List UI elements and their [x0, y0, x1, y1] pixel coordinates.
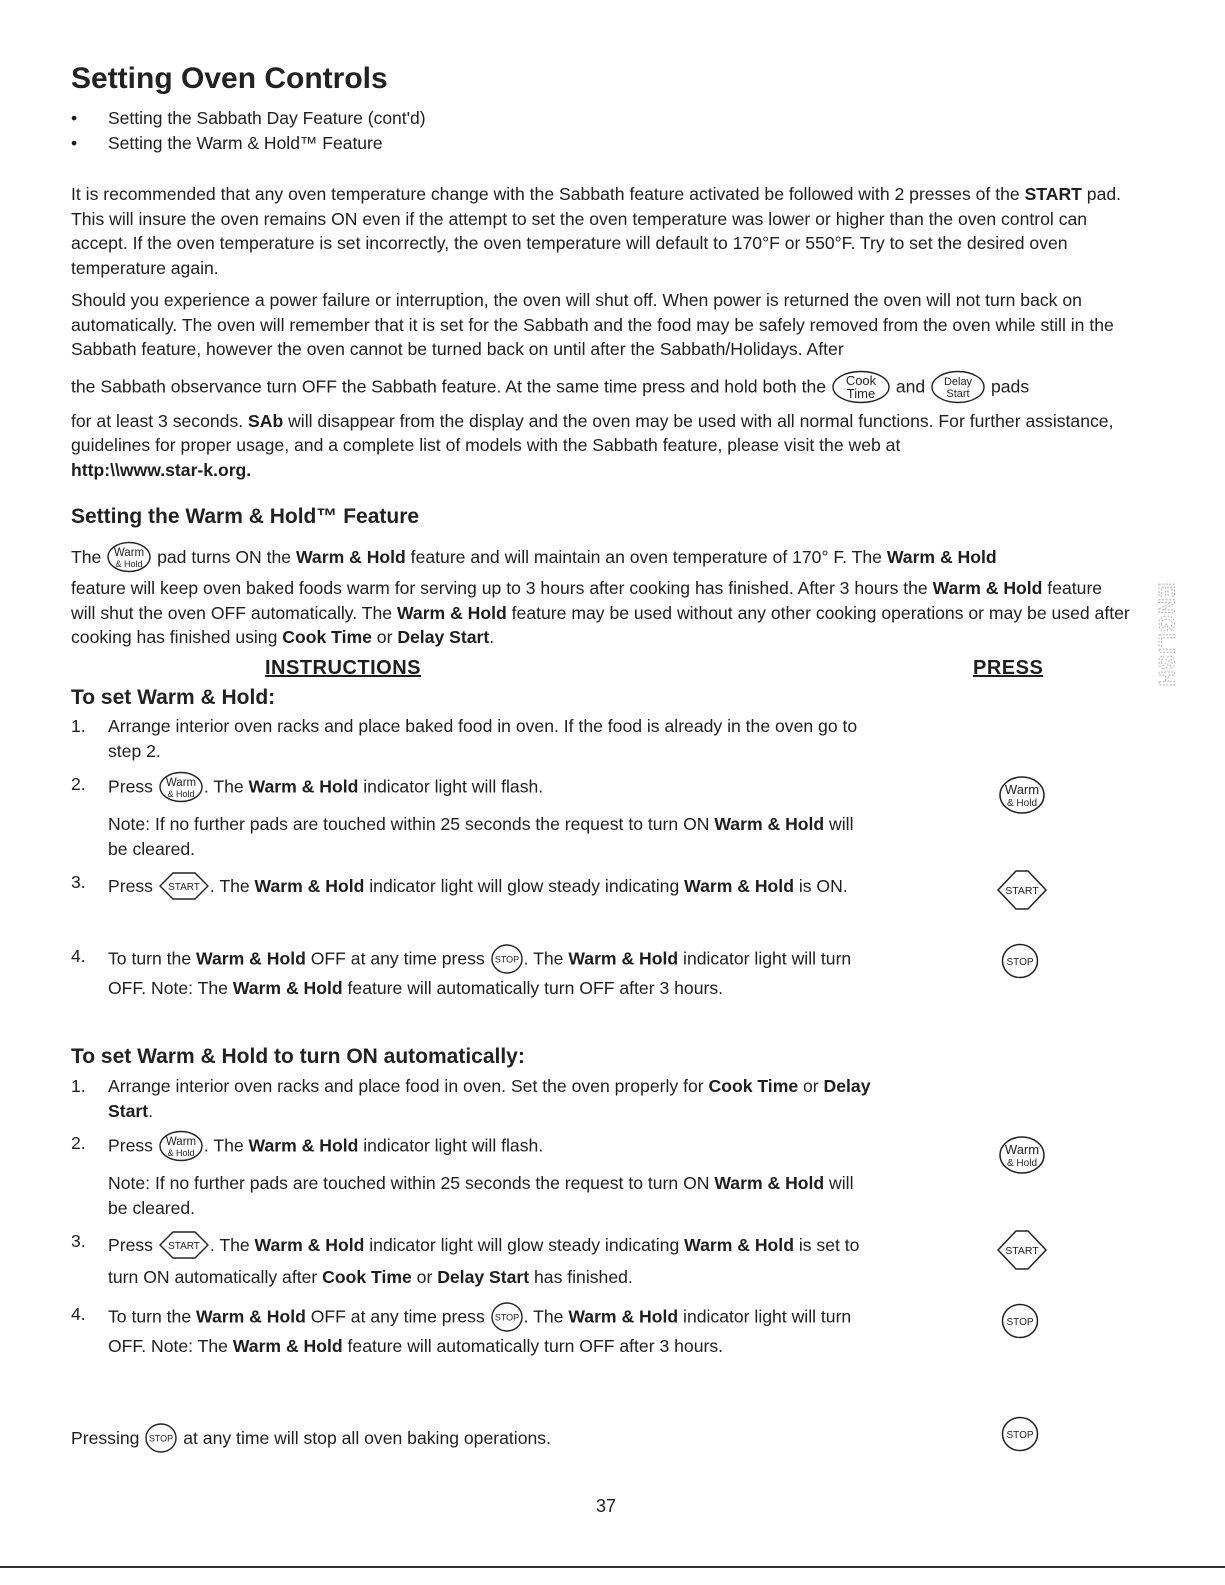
warm-hold-section-heading: Setting the Warm & Hold™ Feature	[71, 505, 420, 528]
svg-text:STOP: STOP	[494, 954, 519, 965]
svg-text:STOP: STOP	[1006, 1317, 1034, 1328]
press-column-header: PRESS	[973, 657, 1044, 679]
step-text: Arrange interior oven racks and place food in oven. Set the oven properly for Cook Time or Delay Start.	[108, 1076, 871, 1121]
warm-hold-pad-icon	[158, 1130, 204, 1162]
step-note: Note: If no further pads are touched within 25 seconds the request to turn ON Warm & Hold will be cleared.	[108, 814, 854, 859]
warm-hold-intro-line: The Warm & Hold pad turns ON the Warm & Hold feature and will maintain an oven temperature of 170° F. The Warm & Hold	[71, 542, 1131, 574]
svg-text:STOP: STOP	[149, 1433, 174, 1444]
step-2: 2. Press Warm & Hold . The Warm & Hold indicator light will flash. Note: If no further pads are touched within 25 seconds the request to turn ON Warm & Hold will be cleared.	[71, 1131, 871, 1220]
stop-all-note: Pressing STOP at any time will stop all oven baking operations.	[71, 1422, 1131, 1455]
step-4: 4. To turn the Warm & Hold OFF at any time press STOP . The Warm & Hold indicator light will turn OFF. Note: The Warm & Hold feature will automatically turn OFF after 3 hours.	[71, 944, 871, 1001]
step-3: 3. Press START . The Warm & Hold indicator light will glow steady indicating Warm & Hold is set to turn ON automatically after Cook Time or Delay Start has finished.	[71, 1229, 871, 1293]
warm-hold-pad-icon	[998, 1135, 1046, 1175]
step-text: Arrange interior oven racks and place baked food in oven. If the food is already in the oven go to step 2.	[108, 716, 858, 761]
svg-text:STOP: STOP	[1006, 957, 1034, 968]
svg-text:Warm: Warm	[165, 1136, 196, 1148]
stop-pad-icon	[1000, 942, 1040, 980]
step-text: Press START . The Warm & Hold indicator light will glow steady indicating Warm & Hold is ON.	[108, 870, 871, 902]
step-4: 4. To turn the Warm & Hold OFF at any time press STOP . The Warm & Hold indicator light will turn OFF. Note: The Warm & Hold feature will automatically turn OFF after 3 hours.	[71, 1302, 871, 1359]
svg-text:Delay: Delay	[944, 375, 973, 388]
warm-hold-description	[71, 542, 1131, 650]
start-pad-icon	[996, 869, 1048, 911]
svg-text:& Hold: & Hold	[167, 789, 195, 799]
footer-rule	[0, 1566, 1225, 1568]
warm-hold-pad-icon	[106, 541, 152, 573]
page-number: 37	[596, 1496, 617, 1516]
svg-text:& Hold: & Hold	[115, 559, 143, 570]
bullet-text: Setting the Warm & Hold™ Feature	[108, 133, 383, 153]
page-title: Setting Oven Controls	[71, 62, 388, 95]
sabbath-temperature-paragraph: It is recommended that any oven temperature change with the Sabbath feature activated be followed with 2 presses of the START pad. This will insure the oven remains ON even if the attempt to set the oven temperature was lower or higher than the oven control can accept. If the oven temperature is set incorrectly, the oven temperature will default to 170°F or 550°F. Try to set the desired oven temperature again.	[71, 184, 1122, 278]
svg-text:Cook: Cook	[845, 372, 877, 388]
svg-text:ENGLISH: ENGLISH	[1154, 582, 1180, 688]
step-1: 1. Arrange interior oven racks and place baked food in oven. If the food is already in the oven go to step 2.	[71, 714, 871, 763]
svg-text:& Hold: & Hold	[1006, 798, 1038, 809]
sabbath-further-help-text: for at least 3 seconds. SAb will disappear from the display and the oven may be used with all normal functions. For further assistance, guidelines for proper usage, and a complete list of models with the Sabbath feature, please visit the web at	[71, 410, 1114, 455]
svg-text:Time: Time	[846, 385, 876, 401]
svg-text:& Hold: & Hold	[167, 1148, 195, 1158]
bullet-text: Setting the Sabbath Day Feature (cont'd)	[108, 108, 426, 128]
svg-text:START: START	[167, 1241, 200, 1253]
step-text: Press START . The Warm & Hold indicator light will glow steady indicating Warm & Hold is set to turn ON automatically after Cook Time or Delay Start has finished.	[108, 1229, 871, 1293]
start-pad-icon	[158, 1230, 210, 1260]
bullet-item: • Setting the Warm & Hold™ Feature	[71, 131, 426, 156]
star-k-url: http:\\www.star-k.org.	[71, 459, 252, 480]
stop-pad-icon	[490, 943, 524, 975]
set-warm-hold-subheading: To set Warm & Hold:	[71, 686, 276, 709]
topic-bullet-list	[71, 106, 426, 156]
svg-text:START: START	[1005, 1245, 1039, 1257]
svg-text:STOP: STOP	[1006, 1430, 1034, 1441]
stop-pad-icon	[490, 1301, 524, 1333]
step-3: 3. Press START . The Warm & Hold indicator light will glow steady indicating Warm & Hold is ON.	[71, 870, 871, 902]
stop-pad-icon	[1000, 1415, 1040, 1453]
start-pad-icon	[158, 871, 210, 901]
svg-text:Warm: Warm	[1004, 1142, 1040, 1157]
svg-text:START: START	[167, 882, 200, 894]
svg-text:Warm: Warm	[114, 547, 145, 560]
svg-text:Start: Start	[946, 387, 970, 400]
bullet-item: • Setting the Sabbath Day Feature (cont'd)	[71, 106, 426, 131]
svg-text:START: START	[1005, 885, 1039, 897]
step-note: Note: If no further pads are touched within 25 seconds the request to turn ON Warm & Hold will be cleared.	[108, 1173, 854, 1218]
warm-hold-pad-icon	[998, 775, 1046, 815]
sabbath-exit-line: the Sabbath observance turn OFF the Sabbath feature. At the same time press and hold both the Cook Time and Delay Start pads	[71, 371, 1131, 405]
cook-time-pad-icon	[831, 370, 891, 404]
warm-hold-body-text: feature will keep oven baked foods warm for serving up to 3 hours after cooking has finished. After 3 hours the Warm & Hold feature will shut the oven OFF automatically. The Warm & Hold feature may be used without any other cooking operations or may be used after cooking has finished using Cook Time or Delay Start.	[71, 578, 1130, 648]
warm-hold-pad-icon	[158, 771, 204, 803]
svg-text:Warm: Warm	[1004, 782, 1040, 797]
power-failure-paragraph	[71, 288, 1131, 482]
step-text: Press Warm & Hold . The Warm & Hold indicator light will flash. Note: If no further pads are touched within 25 seconds the request to turn ON Warm & Hold will be cleared.	[108, 1131, 871, 1220]
svg-text:STOP: STOP	[494, 1312, 519, 1323]
set-warm-hold-auto-subheading: To set Warm & Hold to turn ON automatically:	[71, 1045, 525, 1068]
power-failure-text: Should you experience a power failure or interruption, the oven will shut off. When power is returned the oven will not turn back on automatically. The oven will remember that it is set for the Sabbath and the food may be safely removed from the oven while still in the Sabbath feature, however the oven cannot be turned back on until after the Sabbath/Holidays. After	[71, 290, 1114, 359]
svg-text:Warm: Warm	[165, 777, 196, 789]
step-1: 1. Arrange interior oven racks and place food in oven. Set the oven properly for Cook Time or Delay Start.	[71, 1074, 871, 1123]
step-text: Press Warm & Hold . The Warm & Hold indicator light will flash. Note: If no further pads are touched within 25 seconds the request to turn ON Warm & Hold will be cleared.	[108, 772, 871, 861]
language-side-tab	[1150, 565, 1180, 705]
instructions-column-header: INSTRUCTIONS	[265, 657, 421, 679]
stop-pad-icon	[1000, 1302, 1040, 1340]
start-pad-icon	[996, 1229, 1048, 1271]
stop-pad-icon	[144, 1422, 178, 1454]
delay-start-pad-icon	[930, 370, 986, 404]
step-text: To turn the Warm & Hold OFF at any time press STOP . The Warm & Hold indicator light will turn OFF. Note: The Warm & Hold feature will automatically turn OFF after 3 hours.	[108, 1302, 871, 1359]
svg-text:& Hold: & Hold	[1006, 1158, 1038, 1169]
step-text: To turn the Warm & Hold OFF at any time press STOP . The Warm & Hold indicator light will turn OFF. Note: The Warm & Hold feature will automatically turn OFF after 3 hours.	[108, 944, 871, 1001]
step-2: 2. Press Warm & Hold . The Warm & Hold indicator light will flash. Note: If no further pads are touched within 25 seconds the request to turn ON Warm & Hold will be cleared.	[71, 772, 871, 861]
